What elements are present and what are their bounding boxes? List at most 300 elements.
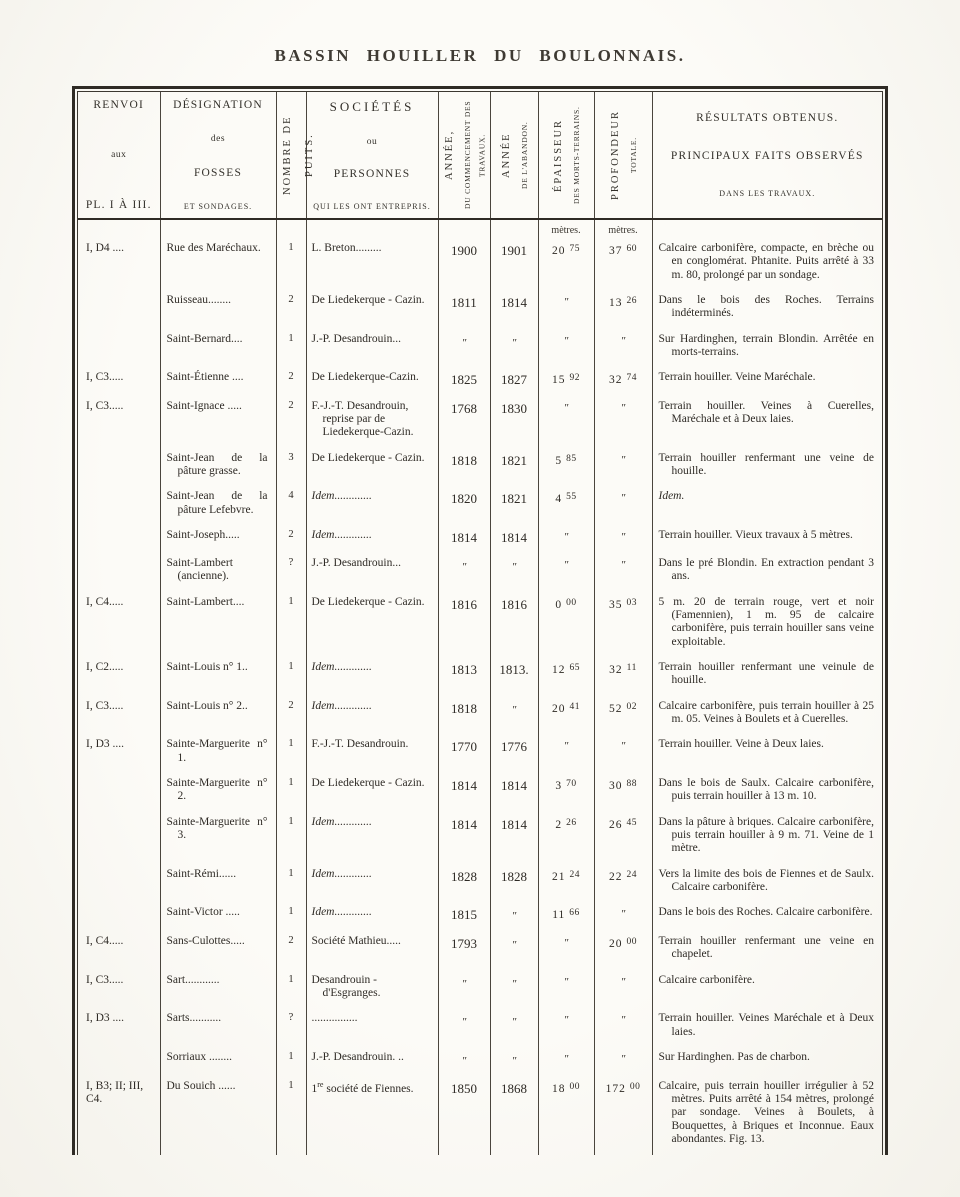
cell-resultats: Dans la pâture à briques. Calcaire carbonifère, puis terrain houiller à 9 m. 71. Veine de 1 mètre. xyxy=(658,815,874,855)
ditto-mark: ″ xyxy=(563,936,569,949)
cell-resultats: Terrain houiller renfermant une veine de houille. xyxy=(658,451,874,477)
cell-resultats: Terrain houiller. Veine Maréchale. xyxy=(658,371,816,384)
cell-puits: 1 xyxy=(276,903,306,932)
ditto-mark: ″ xyxy=(511,977,517,990)
cell-resultats: Terrain houiller. Veine à Deux laies. xyxy=(658,738,824,751)
cell-puits: 2 xyxy=(276,368,306,396)
cell-annee1 xyxy=(438,1048,490,1077)
cell-renvoi: I, C3..... xyxy=(78,971,160,1010)
cell-designation: Saint-Victor ..... xyxy=(160,903,276,932)
cell-resultats: Dans le bois des Roches. Calcaire carbonifère. xyxy=(658,906,873,919)
table-row xyxy=(78,449,882,488)
cell-resultats: Dans le bois de Saulx. Calcaire carbonifère, puis terrain houiller à 13 m. 10. xyxy=(658,776,874,803)
cell-renvoi xyxy=(78,526,160,554)
cell-societe: Idem............. xyxy=(306,903,438,932)
cell-profondeur: 22 $^{24}$ xyxy=(594,865,652,904)
cell-designation: Saint-Bernard.... xyxy=(160,330,276,369)
header-line: ANNÉE xyxy=(500,132,512,178)
cell-epaisseur xyxy=(538,554,594,593)
col-header-annee-abandon xyxy=(490,92,538,219)
table-row xyxy=(78,291,882,330)
cell-puits: ? xyxy=(276,1009,306,1048)
cell-societe: Idem............. xyxy=(306,487,438,526)
cell-annee1: 1818 xyxy=(438,449,490,488)
cell-epaisseur: 5 $^{85}$ xyxy=(538,449,594,488)
cell-annee1: 1815 xyxy=(438,903,490,932)
cell-epaisseur: 3 $^{70}$ xyxy=(538,774,594,813)
units-cell-empty xyxy=(490,219,538,239)
cell-puits: 1 xyxy=(276,1077,306,1156)
cell-resultats: Terrain houiller. Veines à Cuerelles, Maréchale et à Deux laies. xyxy=(658,399,874,425)
cell-renvoi: I, C4..... xyxy=(78,593,160,658)
table-row xyxy=(78,593,882,658)
cell-annee2: 1830 xyxy=(490,397,538,449)
cell-annee1: 1820 xyxy=(438,487,490,526)
cell-renvoi: I, B3; II; III, C4. xyxy=(78,1077,160,1156)
cell-annee2 xyxy=(490,932,538,971)
cell-profondeur: 20 $^{00}$ xyxy=(594,932,652,971)
ditto-mark: ″ xyxy=(461,336,467,349)
table-row xyxy=(78,1077,882,1156)
cell-annee1 xyxy=(438,1009,490,1048)
cell-resultats: Dans le bois des Roches. Terrains indéterminés. xyxy=(658,293,874,320)
cell-puits: 2 xyxy=(276,932,306,971)
cell-epaisseur: 15 $^{92}$ xyxy=(538,368,594,396)
cell-societe: De Liedekerque-Cazin. xyxy=(306,368,438,396)
cell-profondeur: 37 $^{60}$ xyxy=(594,239,652,291)
cell-renvoi xyxy=(78,449,160,488)
cell-puits: 1 xyxy=(276,658,306,697)
col-header-resultats xyxy=(652,92,882,219)
cell-renvoi xyxy=(78,291,160,330)
cell-resultats: Vers la limite des bois de Fiennes et de Saulx. Calcaire carbonifère. xyxy=(658,867,874,893)
cell-annee1: 1813 xyxy=(438,658,490,697)
ditto-mark: ″ xyxy=(620,975,626,988)
units-cell-empty xyxy=(160,219,276,239)
units-cell-empty xyxy=(306,219,438,239)
cell-epaisseur: 21 $^{24}$ xyxy=(538,865,594,904)
cell-societe: De Liedekerque - Cazin. xyxy=(306,449,438,488)
header-line: NOMBRE DE PUITS. xyxy=(281,115,315,195)
cell-societe: Idem............. xyxy=(306,865,438,904)
cell-annee2 xyxy=(490,1009,538,1048)
cell-epaisseur: 20 $^{75}$ xyxy=(538,239,594,291)
cell-puits: ? xyxy=(276,554,306,593)
cell-annee2 xyxy=(490,330,538,369)
cell-renvoi xyxy=(78,1048,160,1077)
cell-resultats: Calcaire, puis terrain houiller irrégulier à 52 mètres. Puits arrêté à 154 mètres, prolongé par sondage. Veines à Boulets, à Bouquettes, à Briques et Inconnue. Eaux abondantes. Fig. 13. xyxy=(658,1079,874,1146)
cell-designation: Sainte-Marguerite n° 2. xyxy=(160,774,276,813)
cell-profondeur: 52 $^{02}$ xyxy=(594,697,652,736)
cell-annee2: 1776 xyxy=(490,735,538,774)
cell-societe: Idem............. xyxy=(306,697,438,736)
units-cell-metres xyxy=(594,219,652,239)
cell-annee2: 1868 xyxy=(490,1077,538,1156)
cell-designation: Saint-Louis n° 2.. xyxy=(160,697,276,736)
cell-annee1: 1818 xyxy=(438,697,490,736)
col-header-nombre-de-puits xyxy=(276,92,315,219)
cell-resultats: Calcaire carbonifère, compacte, en brèche ou en conglomérat. Phtanite. Puits arrêté à 33 m. 80, prolongé par un sondage. xyxy=(658,242,874,281)
cell-puits: 2 xyxy=(276,291,306,330)
cell-designation: Sans-Culottes..... xyxy=(160,932,276,971)
ditto-mark: ″ xyxy=(563,401,569,414)
cell-profondeur: 26 $^{45}$ xyxy=(594,813,652,865)
mining-table xyxy=(78,92,882,1155)
cell-societe: Idem............. xyxy=(306,526,438,554)
ditto-mark: ″ xyxy=(563,559,569,571)
cell-annee1 xyxy=(438,330,490,369)
cell-renvoi: I, C3..... xyxy=(78,397,160,449)
cell-renvoi xyxy=(78,813,160,865)
cell-resultats: 5 m. 20 de terrain rouge, vert et noir (Famennien), 1 m. 95 de calcaire carbonifère, puis terrain houiller sans veine exploitable. xyxy=(658,595,874,648)
cell-renvoi xyxy=(78,865,160,904)
cell-designation: Saint-Louis n° 1.. xyxy=(160,658,276,697)
cell-annee2: 1814 xyxy=(490,291,538,330)
header-line: PROFONDEUR xyxy=(609,110,621,201)
cell-profondeur xyxy=(594,903,652,932)
cell-epaisseur: 18 $^{00}$ xyxy=(538,1077,594,1156)
cell-epaisseur xyxy=(538,397,594,449)
table-header-row xyxy=(78,92,882,219)
ditto-mark: ″ xyxy=(511,1016,517,1029)
ditto-mark: ″ xyxy=(620,1014,626,1027)
header-line: SOCIÉTÉS xyxy=(329,99,415,114)
ditto-mark: ″ xyxy=(511,561,517,573)
cell-designation: Saint-Jean de la pâture Lefebvre. xyxy=(160,487,276,526)
cell-annee1: 1816 xyxy=(438,593,490,658)
table-row xyxy=(78,932,882,971)
units-cell-empty xyxy=(438,219,490,239)
cell-resultats: Dans le pré Blondin. En extraction pendant 3 ans. xyxy=(658,557,874,583)
cell-renvoi xyxy=(78,487,160,526)
cell-renvoi: I, C3..... xyxy=(78,368,160,396)
cell-annee1: 1811 xyxy=(438,291,490,330)
cell-profondeur xyxy=(594,330,652,369)
ditto-mark: ″ xyxy=(563,740,569,753)
cell-annee1: 1814 xyxy=(438,813,490,865)
table-row xyxy=(78,903,882,932)
ditto-mark: ″ xyxy=(620,908,626,921)
cell-annee1: 1814 xyxy=(438,526,490,554)
cell-societe: J.-P. Desandrouin... xyxy=(306,554,438,593)
cell-resultats: Terrain houiller. Veines Maréchale et à Deux laies. xyxy=(658,1012,874,1038)
cell-societe: Desandrouin - d'Esgranges. xyxy=(306,971,438,1010)
cell-resultats: Terrain houiller. Vieux travaux à 5 mètres. xyxy=(658,528,853,541)
cell-epaisseur xyxy=(538,1009,594,1048)
table-row xyxy=(78,865,882,904)
ditto-mark: ″ xyxy=(461,561,467,573)
cell-annee2: 1828 xyxy=(490,865,538,904)
cell-designation: Saint-Lambert.... xyxy=(160,593,276,658)
cell-annee2: 1813. xyxy=(490,658,538,697)
cell-resultats: Terrain houiller renfermant une veinule de houille. xyxy=(658,660,874,687)
table-row xyxy=(78,554,882,593)
cell-profondeur xyxy=(594,971,652,1010)
header-line: RÉSULTATS OBTENUS. xyxy=(696,112,839,125)
cell-renvoi xyxy=(78,774,160,813)
cell-renvoi: I, C3..... xyxy=(78,697,160,736)
table-row xyxy=(78,813,882,865)
table-body xyxy=(78,239,882,1155)
cell-annee2: 1816 xyxy=(490,593,538,658)
table-row xyxy=(78,330,882,369)
cell-epaisseur xyxy=(538,291,594,330)
cell-societe: Idem............. xyxy=(306,813,438,865)
units-row xyxy=(78,219,882,239)
cell-profondeur xyxy=(594,526,652,554)
cell-profondeur: 32 $^{11}$ xyxy=(594,658,652,697)
cell-epaisseur: 0 $^{00}$ xyxy=(538,593,594,658)
header-line: PRINCIPAUX FAITS OBSERVÉS xyxy=(670,150,864,163)
cell-societe: F.-J.-T. Desandrouin, reprise par de Liedekerque-Cazin. xyxy=(306,397,438,449)
cell-annee2: 1827 xyxy=(490,368,538,396)
ditto-mark: ″ xyxy=(511,938,517,951)
cell-societe: Idem............. xyxy=(306,658,438,697)
units-label: mètres. xyxy=(608,225,638,236)
cell-designation: Du Souich ...... xyxy=(160,1077,276,1156)
header-line: FOSSES xyxy=(193,167,243,179)
cell-societe: De Liedekerque - Cazin. xyxy=(306,774,438,813)
cell-puits: 1 xyxy=(276,865,306,904)
header-line: DES MORTS-TERRAINS. xyxy=(571,106,581,204)
cell-profondeur: 30 $^{88}$ xyxy=(594,774,652,813)
cell-epaisseur: 4 $^{55}$ xyxy=(538,487,594,526)
cell-renvoi: I, D3 .... xyxy=(78,1009,160,1048)
col-header-epaisseur xyxy=(538,92,594,219)
cell-annee1: 1900 xyxy=(438,239,490,291)
ditto-mark: ″ xyxy=(563,295,569,308)
cell-profondeur xyxy=(594,554,652,593)
cell-annee1: 1793 xyxy=(438,932,490,971)
cell-resultats: Calcaire carbonifère. xyxy=(658,973,755,986)
ditto-mark: ″ xyxy=(461,1054,467,1067)
cell-profondeur xyxy=(594,449,652,488)
header-line: PERSONNES xyxy=(333,168,411,181)
table-row xyxy=(78,658,882,697)
cell-annee2: 1814 xyxy=(490,774,538,813)
cell-renvoi xyxy=(78,554,160,593)
cell-designation: Sorriaux ........ xyxy=(160,1048,276,1077)
cell-designation: Saint-Joseph..... xyxy=(160,526,276,554)
ditto-mark: ″ xyxy=(620,492,626,505)
cell-societe: F.-J.-T. Desandrouin. xyxy=(306,735,438,774)
cell-designation: Saint-Rémi...... xyxy=(160,865,276,904)
units-cell-empty xyxy=(276,219,306,239)
header-line: PL. I À III. xyxy=(85,199,152,211)
ditto-mark: ″ xyxy=(563,1014,569,1027)
ditto-mark: ″ xyxy=(620,740,626,753)
ditto-mark: ″ xyxy=(563,1052,569,1065)
cell-annee2: 1814 xyxy=(490,526,538,554)
cell-designation: Ruisseau........ xyxy=(160,291,276,330)
header-line: ou xyxy=(366,136,378,147)
table-row xyxy=(78,239,882,291)
cell-societe: 1re société de Fiennes. xyxy=(306,1077,438,1156)
cell-designation: Saint-Étienne .... xyxy=(160,368,276,396)
cell-societe: De Liedekerque - Cazin. xyxy=(306,291,438,330)
table-row xyxy=(78,971,882,1010)
cell-renvoi: I, C2..... xyxy=(78,658,160,697)
cell-annee2: 1901 xyxy=(490,239,538,291)
ditto-mark: ″ xyxy=(620,530,626,543)
header-line: DU COMMENCEMENT DES TRAVAUX. xyxy=(462,100,487,210)
cell-societe: J.-P. Desandrouin. .. xyxy=(306,1048,438,1077)
cell-profondeur: 13 $^{26}$ xyxy=(594,291,652,330)
cell-profondeur xyxy=(594,1048,652,1077)
cell-resultats: Sur Hardinghen. Pas de charbon. xyxy=(658,1050,810,1063)
cell-resultats: Sur Hardinghen, terrain Blondin. Arrêtée en morts-terrains. xyxy=(658,332,874,358)
ditto-mark: ″ xyxy=(461,1016,467,1029)
col-header-profondeur xyxy=(594,92,652,219)
cell-annee2 xyxy=(490,903,538,932)
cell-renvoi: I, D4 .... xyxy=(78,239,160,291)
cell-puits: 1 xyxy=(276,330,306,369)
header-line: QUI LES ONT ENTREPRIS. xyxy=(313,201,431,211)
cell-epaisseur xyxy=(538,932,594,971)
cell-profondeur: 35 $^{03}$ xyxy=(594,593,652,658)
table-row xyxy=(78,1048,882,1077)
header-line: des xyxy=(210,134,226,144)
table-row xyxy=(78,526,882,554)
table-frame-inner xyxy=(77,91,883,1155)
ditto-mark: ″ xyxy=(620,559,626,571)
cell-puits: 1 xyxy=(276,971,306,1010)
cell-puits: 4 xyxy=(276,487,306,526)
cell-resultats: Terrain houiller renfermant une veine en chapelet. xyxy=(658,934,874,961)
table-row xyxy=(78,735,882,774)
cell-annee2 xyxy=(490,1048,538,1077)
cell-annee1: 1850 xyxy=(438,1077,490,1156)
cell-puits: 2 xyxy=(276,697,306,736)
cell-designation: Sainte-Marguerite n° 3. xyxy=(160,813,276,865)
table-row xyxy=(78,697,882,736)
units-label: mètres. xyxy=(551,225,581,236)
ditto-mark: ″ xyxy=(511,703,517,716)
table-frame xyxy=(72,86,888,1155)
cell-societe: J.-P. Desandrouin... xyxy=(306,330,438,369)
header-line: ANNÉE, xyxy=(443,129,455,181)
cell-annee2: 1814 xyxy=(490,813,538,865)
header-line: ET SONDAGES. xyxy=(183,202,253,211)
cell-annee2: 1821 xyxy=(490,449,538,488)
cell-annee1: 1768 xyxy=(438,397,490,449)
cell-designation: Rue des Maréchaux. xyxy=(160,239,276,291)
cell-annee1 xyxy=(438,554,490,593)
cell-epaisseur: 11 $^{66}$ xyxy=(538,903,594,932)
header-line: TOTALE. xyxy=(628,137,638,173)
header-line: RENVOI xyxy=(93,99,145,111)
cell-renvoi xyxy=(78,330,160,369)
cell-puits: 1 xyxy=(276,735,306,774)
cell-profondeur xyxy=(594,487,652,526)
cell-societe: De Liedekerque - Cazin. xyxy=(306,593,438,658)
header-line: DÉSIGNATION xyxy=(173,99,263,111)
page-title: BASSIN HOUILLER DU BOULONNAIS. xyxy=(274,46,686,65)
ditto-mark: ″ xyxy=(563,530,569,543)
cell-puits: 2 xyxy=(276,526,306,554)
cell-designation: Saint-Jean de la pâture grasse. xyxy=(160,449,276,488)
table-row xyxy=(78,1009,882,1048)
cell-resultats: Idem. xyxy=(658,490,685,503)
cell-epaisseur xyxy=(538,971,594,1010)
cell-societe: Société Mathieu..... xyxy=(306,932,438,971)
ditto-mark: ″ xyxy=(563,975,569,988)
header-line: DANS LES TRAVAUX. xyxy=(719,188,816,198)
units-cell-empty xyxy=(78,219,160,239)
cell-profondeur xyxy=(594,1009,652,1048)
cell-societe: ................ xyxy=(306,1009,438,1048)
table-row xyxy=(78,487,882,526)
cell-annee1: 1828 xyxy=(438,865,490,904)
ditto-mark: ″ xyxy=(620,1052,626,1065)
ditto-mark: ″ xyxy=(511,336,517,349)
cell-annee1: 1770 xyxy=(438,735,490,774)
ditto-mark: ″ xyxy=(511,1054,517,1067)
cell-renvoi xyxy=(78,903,160,932)
cell-epaisseur xyxy=(538,330,594,369)
col-header-societes xyxy=(306,92,438,219)
ditto-mark: ″ xyxy=(620,453,626,466)
cell-puits: 1 xyxy=(276,239,306,291)
cell-epaisseur xyxy=(538,735,594,774)
cell-annee2: 1821 xyxy=(490,487,538,526)
col-header-renvoi xyxy=(78,92,160,219)
ditto-mark: ″ xyxy=(511,910,517,923)
cell-annee1: 1814 xyxy=(438,774,490,813)
cell-epaisseur xyxy=(538,1048,594,1077)
col-header-annee-commencement xyxy=(438,92,490,219)
cell-profondeur: 32 $^{74}$ xyxy=(594,368,652,396)
cell-annee2 xyxy=(490,554,538,593)
cell-puits: 1 xyxy=(276,593,306,658)
cell-designation: Sainte-Marguerite n° 1. xyxy=(160,735,276,774)
units-cell-empty xyxy=(652,219,882,239)
cell-designation: Sarts........... xyxy=(160,1009,276,1048)
cell-annee1 xyxy=(438,971,490,1010)
header-line: DE L'ABANDON. xyxy=(519,121,529,189)
cell-designation: Saint-Lambert (ancienne). xyxy=(160,554,276,593)
header-line: aux xyxy=(111,150,127,160)
table-row xyxy=(78,397,882,449)
cell-profondeur xyxy=(594,735,652,774)
cell-epaisseur: 20 $^{41}$ xyxy=(538,697,594,736)
cell-puits: 2 xyxy=(276,397,306,449)
table-row xyxy=(78,774,882,813)
ditto-mark: ″ xyxy=(620,401,626,414)
cell-renvoi: I, C4..... xyxy=(78,932,160,971)
cell-societe: L. Breton......... xyxy=(306,239,438,291)
col-header-designation xyxy=(160,92,276,219)
cell-resultats: Calcaire carbonifère, puis terrain houiller à 25 m. 05. Veines à Boulets et à Cuerelles. xyxy=(658,699,874,725)
cell-annee2 xyxy=(490,697,538,736)
table-row xyxy=(78,368,882,396)
cell-renvoi: I, D3 .... xyxy=(78,735,160,774)
cell-puits: 1 xyxy=(276,1048,306,1077)
cell-annee1: 1825 xyxy=(438,368,490,396)
cell-puits: 1 xyxy=(276,813,306,865)
ditto-mark: ″ xyxy=(620,334,626,347)
cell-profondeur: 172 $^{00}$ xyxy=(594,1077,652,1156)
header-line: ÉPAISSEUR xyxy=(552,118,564,192)
cell-puits: 3 xyxy=(276,449,306,488)
cell-epaisseur: 2 $^{26}$ xyxy=(538,813,594,865)
cell-puits: 1 xyxy=(276,774,306,813)
units-cell-metres xyxy=(538,219,594,239)
cell-designation: Sart............ xyxy=(160,971,276,1010)
cell-epaisseur: 12 $^{65}$ xyxy=(538,658,594,697)
ditto-mark: ″ xyxy=(461,977,467,990)
cell-profondeur xyxy=(594,397,652,449)
